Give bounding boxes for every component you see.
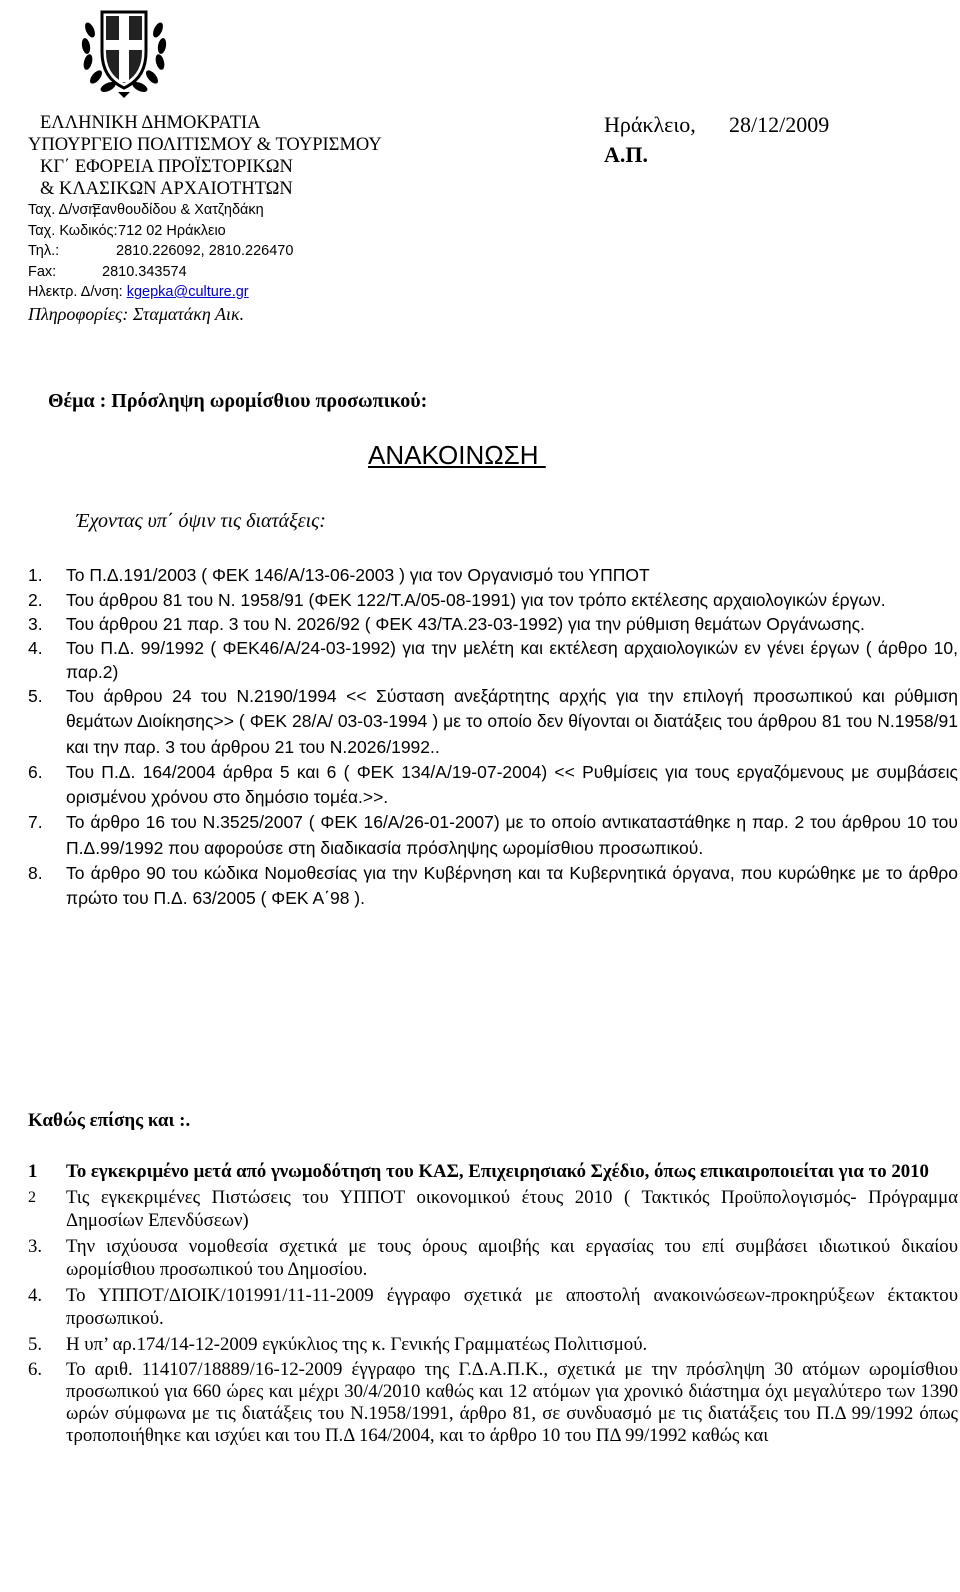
ephorate-line-2: & ΚΛΑΣΙΚΩΝ ΑΡΧΑΙΟΤΗΤΩΝ (40, 179, 293, 199)
fax-value: 2810.343574 (102, 263, 187, 280)
email-link[interactable]: kgepka@culture.gr (126, 284, 249, 300)
protocol-number-label: Α.Π. (604, 142, 648, 167)
place: Ηράκλειο, (604, 112, 696, 137)
list-item (28, 636, 958, 684)
list-item (28, 760, 958, 811)
item-number: 3. (28, 614, 43, 634)
postal-code-value: 712 02 Ηράκλειο (118, 222, 226, 239)
email-label: Ηλεκτρ. Δ/νση: (28, 284, 123, 300)
list-item (28, 563, 958, 587)
item-number: 8. (28, 863, 43, 884)
list-item (28, 861, 958, 912)
address-label: Ταχ. Δ/νση: (28, 202, 101, 218)
announcement-title: ΑΝΑΚΟΙΝΩΣΗ (368, 440, 546, 470)
place-date-block (604, 110, 830, 170)
item-text: Του Π.Δ. 164/2004 άρθρα 5 και 6 ( ΦΕΚ 134/Α/19-07-2004) << Ρυθμίσεις για τους εργαζόμενους με συμβάσεις ορισμένου χρόνου στο δημόσιο τομέα.>>. (66, 761, 958, 808)
subject-line: Θέμα : Πρόσληψη ωρομίσθιου προσωπικού: (48, 390, 428, 412)
list-item (28, 1284, 958, 1330)
item-text: Του άρθρου 81 του Ν. 1958/91 (ΦΕΚ 122/Τ.Α/05-08-1991) για τον τρόπο εκτέλεσης αρχαιολογικών έργων. (66, 590, 886, 610)
item-number: 1. (28, 565, 43, 585)
fax-row (28, 262, 548, 283)
item-number: 4. (28, 1285, 43, 1306)
item-number: 2. (28, 590, 43, 610)
item-number: 1 (28, 1161, 38, 1182)
item-text: Το εγκεκριμένο μετά από γνωμοδότηση του ΚΑΣ, Επιχειρησιακό Σχέδιο, όπως επικαιροποιείται για το 2010 (66, 1161, 929, 1182)
postal-code-row (28, 221, 548, 242)
item-text: Το άρθρο 16 του Ν.3525/2007 ( ΦΕΚ 16/Α/26-01-2007) με το οποίο αντικαταστάθηκε η παρ. 2 του άρθρου 10 του Π.Δ.99/1992 που αφορούσε στη διαδικασία πρόσληψης ωρομίσθιου προσωπικού. (66, 812, 958, 858)
address-value: Ξανθουδίδου & Χατζηδάκη (92, 202, 264, 218)
list-item (28, 1359, 958, 1447)
item-number: 3. (28, 1236, 43, 1257)
item-number: 4. (28, 638, 43, 658)
item-number: 6. (28, 761, 43, 782)
list-item (28, 1333, 958, 1356)
provisions-intro: Έχοντας υπ΄ όψιν τις διατάξεις: (76, 510, 326, 532)
item-text: Η υπ’ αρ.174/14-12-2009 εγκύκλιος της κ. Γενικής Γραμματέως Πολιτισμού. (66, 1334, 648, 1355)
list-item (28, 1235, 958, 1281)
list-item (28, 588, 958, 612)
item-number: 6. (28, 1359, 43, 1380)
list-item (28, 1186, 958, 1232)
item-text: Το ΥΠΠΟΤ/ΔΙΟΙΚ/101991/11-11-2009 έγγραφο σχετικά με αποστολή ανακοινώσεων-προκηρύξεων έκτακτου προσωπικού. (66, 1285, 958, 1329)
ephorate-line: ΚΓ΄ ΕΦΟΡΕΙΑ ΠΡΟΪΣΤΟΡΙΚΩΝ (40, 157, 293, 177)
list-item (28, 1160, 958, 1183)
greek-emblem-icon (76, 0, 172, 100)
list-item (28, 810, 958, 861)
item-text: Το άρθρο 90 του κώδικα Νομοθεσίας για την Κυβέρνηση και τα Κυβερνητικά όργανα, που κυρώθηκε με το άρθρο πρώτο του Π.Δ. 63/2005 ( ΦΕΚ Α΄98 ). (66, 863, 958, 909)
item-text: Το αριθ. 114107/18889/16-12-2009 έγγραφο της Γ.Δ.Α.Π.Κ., σχετικά με την πρόσληψη 30 ατόμων ωρομίσθιου προσωπικού για 660 ώρες και μέχρι 30/4/2010 καθώς και 12 ατόμων για χρονικό διάστημα όχι μεγαλύτερο των 1390 ωρών σύμφωνα με τις διατάξεις του Ν.1958/1991, άρθρο 81, σε συνδυασμό με τις διατάξεις του Π.Δ 99/1992 όπως τροποποιήθηκε και ισχύει και του Π.Δ 164/2004, και το άρθρο 10 του ΠΔ 99/1992 καθώς και (66, 1359, 958, 1446)
item-number: 5. (28, 686, 43, 706)
contact-person: Πληροφορίες: Σταματάκη Αικ. (28, 303, 245, 324)
email-row (28, 282, 548, 303)
item-text: Την ισχύουσα νομοθεσία σχετικά με τους όρους αμοιβής και εργασίας του επί συμβάσει ιδιωτικού δικαίου ωρομίσθιου προσωπικού του Δημοσίου. (66, 1236, 958, 1280)
list-item (28, 684, 958, 760)
item-number: 7. (28, 812, 43, 833)
phone-value: 2810.226092, 2810.226470 (116, 243, 294, 259)
ministry-line: ΥΠΟΥΡΓΕΙΟ ΠΟΛΙΤΙΣΜΟΥ & ΤΟΥΡΙΣΜΟΥ (28, 135, 382, 155)
item-text: Του άρθρου 24 του Ν.2190/1994 << Σύσταση ανεξάρτητης αρχής για την επιλογή προσωπικού και ρύθμιση θεμάτων Διοίκησης>> ( ΦΕΚ 28/Α/ 03-03-1994 ) με το οποίο δεν θίγονται οι διατάξεις του άρθρου 81 του Ν.1958/91 και την παρ. 3 του άρθρου 21 του Ν.2026/1992.. (66, 686, 958, 757)
item-number: 5. (28, 1334, 43, 1355)
provisions-list (28, 563, 958, 912)
also-list (28, 1160, 958, 1447)
phone-label: Τηλ.: (28, 243, 60, 259)
phone-row (28, 241, 548, 262)
postal-code-label: Ταχ. Κωδικός: (28, 222, 118, 239)
item-text: Το Π.Δ.191/2003 ( ΦΕΚ 146/Α/13-06-2003 ) για τον Οργανισμό του ΥΠΠΟΤ (66, 565, 650, 585)
fax-label: Fax: (28, 263, 57, 280)
address-row (28, 200, 548, 221)
also-heading: Καθώς επίσης και :. (28, 1110, 191, 1131)
item-text: Του άρθρου 21 παρ. 3 του Ν. 2026/92 ( ΦΕΚ 43/ΤΑ.23-03-1992) για την ρύθμιση θεμάτων Οργάνωσης. (66, 614, 865, 634)
item-text: Του Π.Δ. 99/1992 ( ΦΕΚ46/Α/24-03-1992) για την μελέτη και εκτέλεση αρχαιολογικών εν γένει έργων ( άρθρο 10, παρ.2) (66, 638, 958, 682)
item-text: Τις εγκεκριμένες Πιστώσεις του ΥΠΠΟΤ οικονομικού έτους 2010 ( Τακτικός Προϋπολογισμός- Πρόγραμμα Δημοσίων Επενδύσεων) (66, 1187, 958, 1231)
republic-line: ΕΛΛΗΝΙΚΗ ΔΗΜΟΚΡΑΤΙΑ (40, 113, 261, 133)
sender-block (28, 112, 548, 325)
document-date: 28/12/2009 (729, 112, 830, 137)
list-item (28, 612, 958, 636)
item-number: 2 (28, 1189, 36, 1206)
